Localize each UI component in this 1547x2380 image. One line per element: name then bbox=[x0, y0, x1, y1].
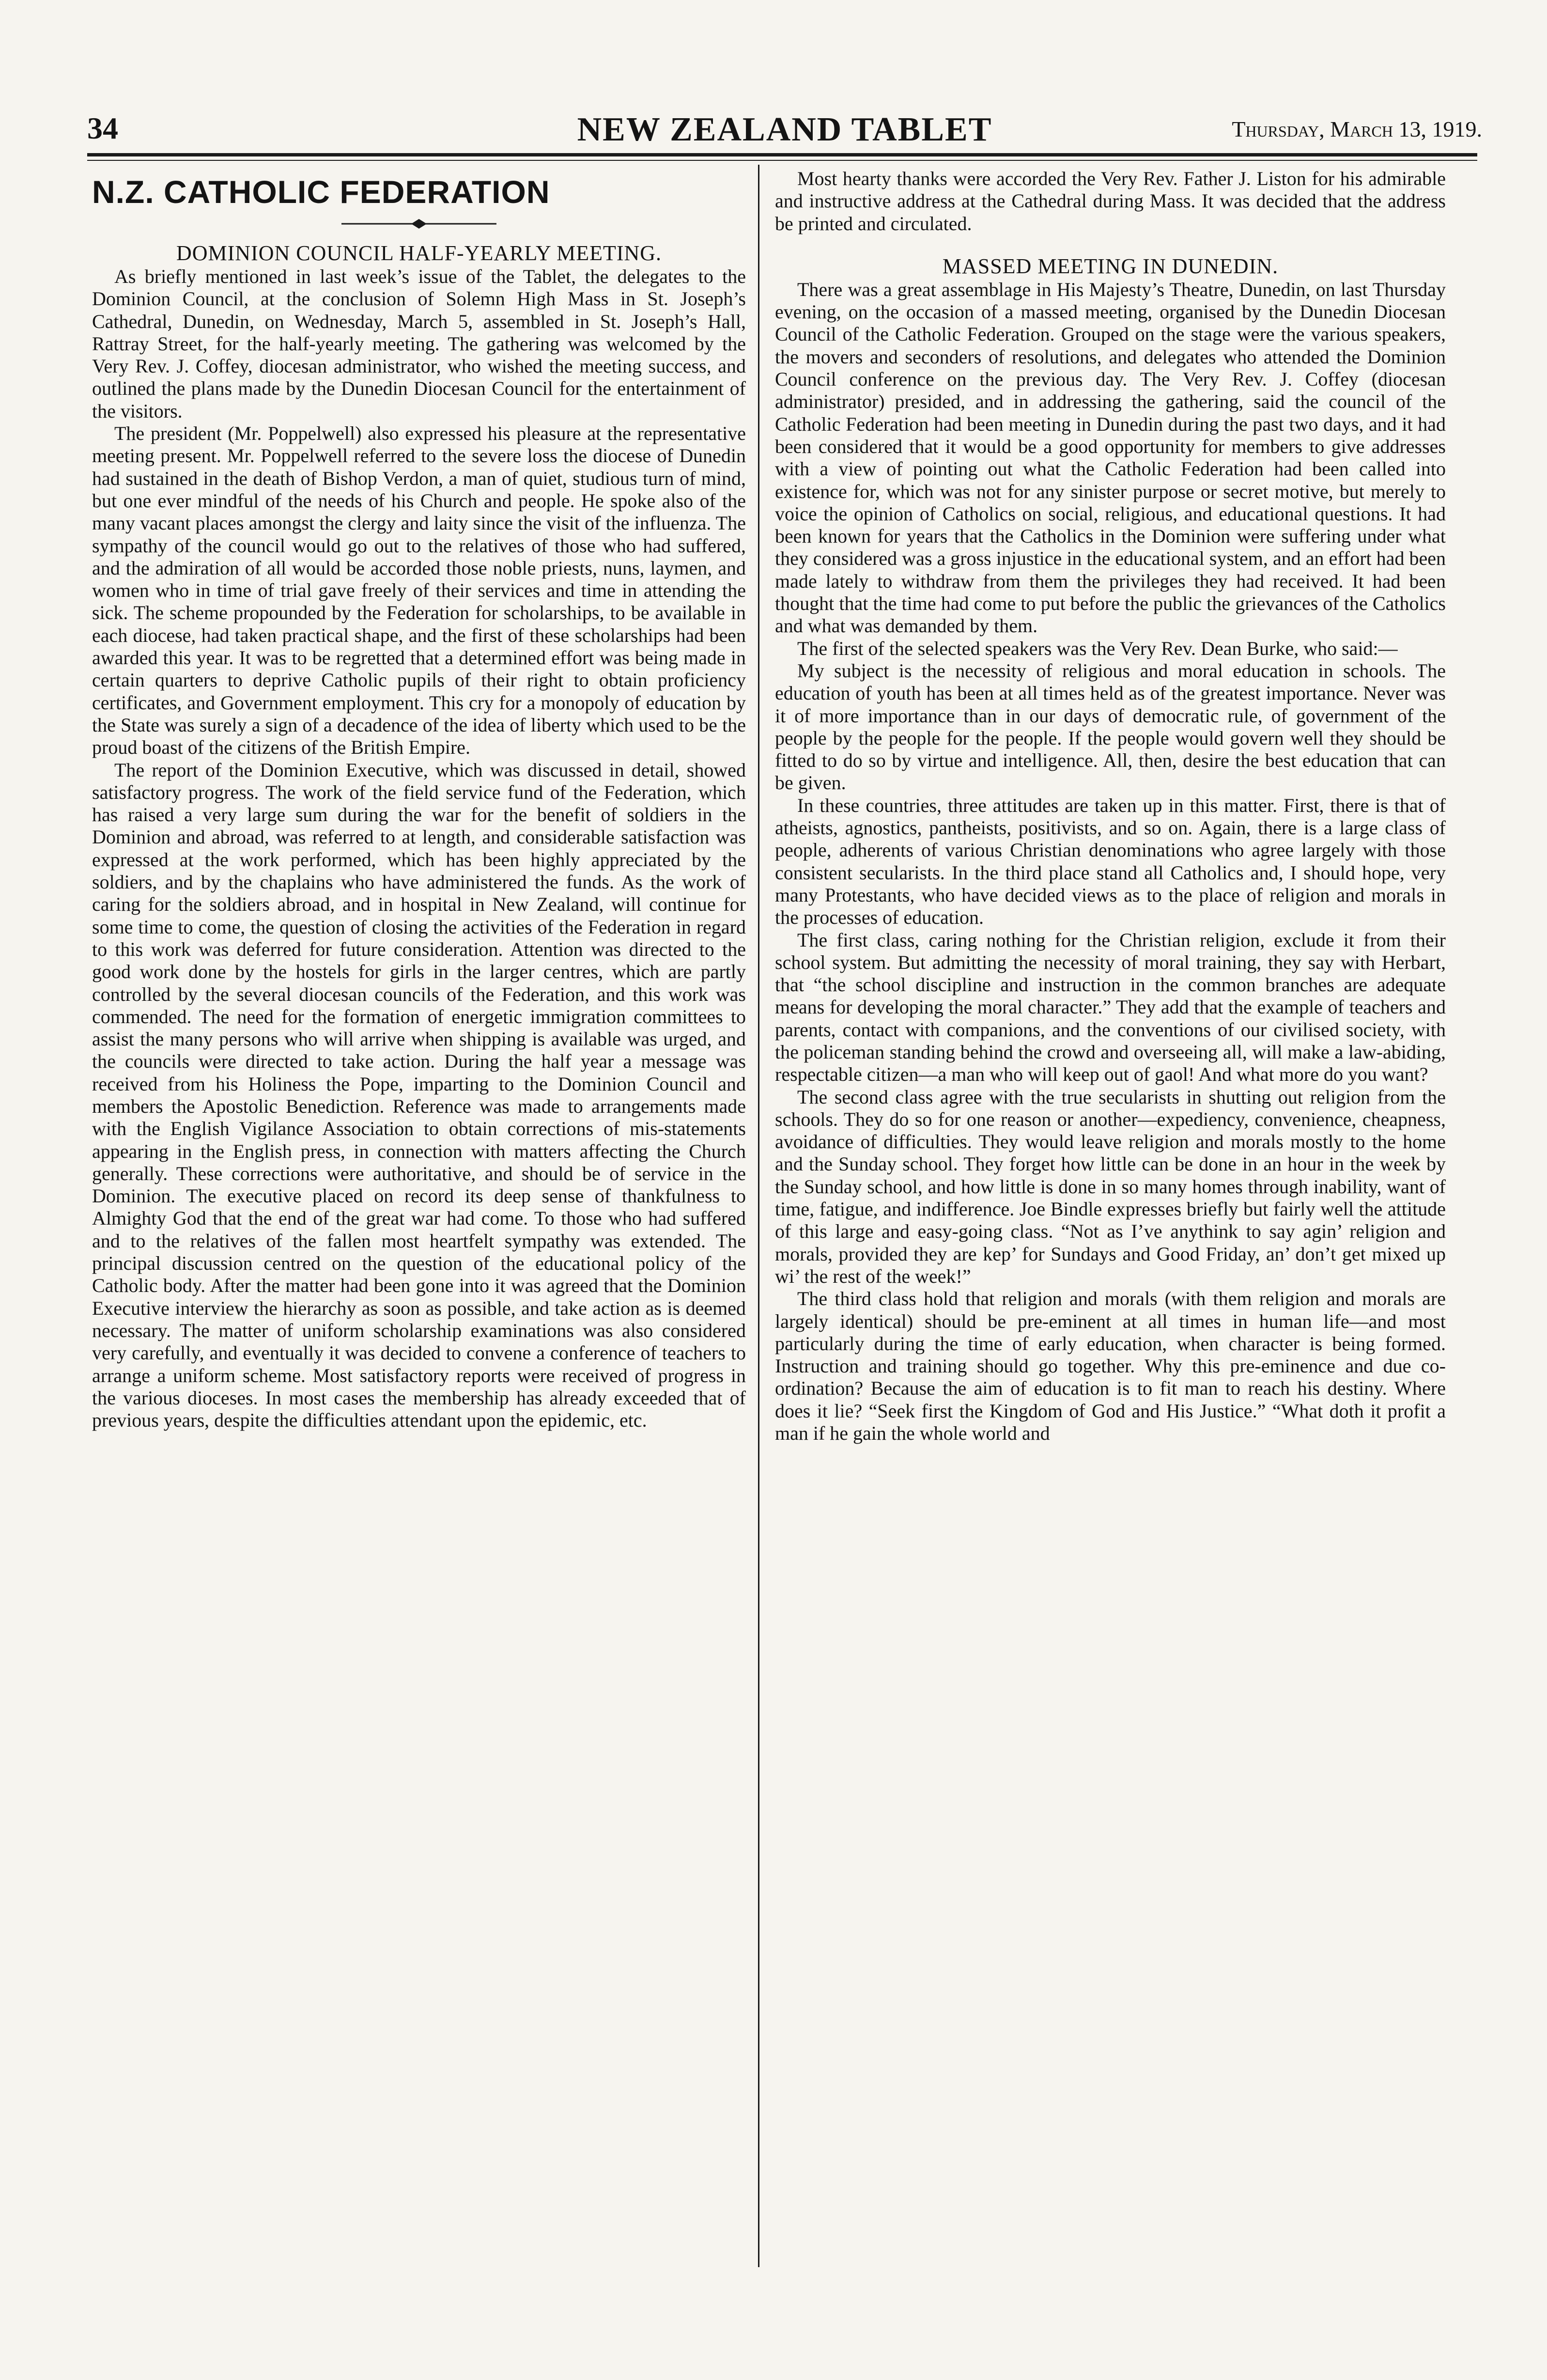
paragraph: In these countries, three attitudes are taken up in this matter. First, there is that of atheists, agnostics, pantheists, positivists, and so on. Again, there is a large class of people, adherents of various Christian denominations who agree largely with those consistent secularists. In the third place stand all Catholics and, I should hope, very many Protestants, who have decided views as to the place of religion and morals in the processes of education. bbox=[775, 794, 1446, 929]
left-column bbox=[92, 160, 746, 2272]
issue-date: Thursday, March 13, 1919. bbox=[1232, 117, 1482, 141]
page-number: 34 bbox=[87, 111, 118, 145]
paragraph: There was a great assemblage in His Majesty’s Theatre, Dunedin, on last Thursday evening, on the occasion of a massed meeting, organised by the Dunedin Diocesan Council of the Catholic Federation. Grouped on the stage were the various speakers, the movers and seconders of resolutions, and delegates who attended the Dominion Council conference on the previous day. The Very Rev. J. Coffey (diocesan administrator) presided, and in addressing the gathering, said the council of the Catholic Federation had been meeting in Dunedin during the past two days, and it had been considered that it would be a good opportunity for members to give addresses with a view of pointing out what the Catholic Federation had been called into existence for, which was not for any sinister purpose or secret motive, but merely to voice the opinion of Catholics on social, religious, and educational questions. It had been known for years that the Catholics in the Dominion were suffering under what they considered was a gross injustice in the educational system, and an effort had been made lately to withdraw from them the privileges they had received. It had been thought that the time had come to put before the public the grievances of the Catholics and what was demanded by them. bbox=[775, 278, 1446, 637]
paragraph: The first class, caring nothing for the Christian religion, exclude it from their school system. But admitting the necessity of moral training, they say with Herbart, that “the school discipline and instruction in the common branches are adequate means for developing the moral character.” They add that the example of teachers and parents, contact with companions, and the conventions of our civilised society, with the policeman standing behind the crowd and overseeing all, will make a law-abiding, respectable citizen—a man who will keep out of gaol! And what more do you want? bbox=[775, 929, 1446, 1086]
article-subhead: DOMINION COUNCIL HALF-YEARLY MEETING. bbox=[176, 241, 662, 265]
paragraph: Most hearty thanks were accorded the Very Rev. Father J. Liston for his admirable and instructive address at the Cathedral during Mass. It was decided that the address be printed and circulated. bbox=[775, 168, 1446, 234]
paragraph: The first of the selected speakers was the Very Rev. Dean Burke, who said:— bbox=[797, 637, 1398, 659]
paragraph: The report of the Dominion Executive, which was discussed in detail, showed satisfactory progress. The work of the field service fund of the Federation, which has raised a very large sum during the war for the benefit of soldiers in the Dominion and abroad, was referred to at length, and considerable satisfaction was expressed at the work performed, which has been highly appreciated by the soldiers, and by the chaplains who have administered the funds. As the work of caring for the soldiers abroad, and in hospital in New Zealand, will continue for some time to come, the question of closing the activities of the Federation in regard to this work was deferred for future consideration. Attention was directed to the good work done by the hostels for girls in the larger centres, which are partly controlled by the several diocesan councils of the Federation, and this work was commended. The need for the formation of energetic immigration committees to assist the many persons who will arrive when shipping is available was urged, and the councils were directed to take action. During the half year a message was received from his Holiness the Pope, imparting to the Dominion Council and members the Apostolic Benediction. Reference was made to arrangements made with the English Vigilance Association to obtain corrections of mis-statements appearing in the English press, in connection with matters affecting the Church generally. These corrections were authoritative, and should be of service in the Dominion. The executive placed on record its deep sense of thankfulness to Almighty God that the end of the great war had come. To those who had suffered and to the relatives of the fallen most heartfelt sympathy was extended. The principal discussion centred on the question of the educational policy of the Catholic body. After the matter had been gone into it was agreed that the Dominion Executive interview the hierarchy as soon as possible, and take action as is deemed necessary. The matter of uniform scholarship examinations was also considered very carefully, and eventually it was decided to convene a conference of teachers to arrange a uniform scheme. Most satisfactory reports were received of progress in the various dioceses. In most cases the membership has already exceeded that of previous years, despite the difficulties attendant upon the epidemic, etc. bbox=[92, 759, 746, 1431]
right-column bbox=[775, 160, 1446, 2272]
column-divider bbox=[758, 165, 759, 2267]
header-rule-thick bbox=[87, 153, 1477, 156]
section-subhead: MASSED MEETING IN DUNEDIN. bbox=[942, 254, 1279, 278]
running-header bbox=[87, 110, 1482, 154]
paragraph: The president (Mr. Poppelwell) also expressed his pleasure at the representative meeting present. Mr. Poppelwell referred to the severe loss the diocese of Dunedin had sustained in the death of Bishop Verdon, a man of quiet, studious turn of mind, but one ever mindful of the needs of his Church and people. He spoke also of the many vacant places amongst the clergy and laity since the visit of the influenza. The sympathy of the council would go out to the relatives of those who had suffered, and the admiration of all would be accorded those noble priests, nuns, laymen, and women who in time of trial gave freely of their services and time in attending the sick. The scheme propounded by the Federation for scholarships, to be available in each diocese, had taken practical shape, and the first of these scholarships had been awarded this year. It was to be regretted that a determined effort was being made in certain quarters to deprive Catholic pupils of their right to obtain proficiency certificates, and Government employment. This cry for a monopoly of education by the State was surely a sign of a decadence of the idea of liberty which used to be the proud boast of the citizens of the British Empire. bbox=[92, 422, 746, 759]
publication-title: NEW ZEALAND TABLET bbox=[577, 111, 992, 148]
paragraph: As briefly mentioned in last week’s issue of the Tablet, the delegates to the Dominion Council, at the conclusion of Solemn High Mass in St. Joseph’s Cathedral, Dunedin, on Wednesday, March 5, assembled in St. Joseph’s Hall, Rattray Street, for the half-yearly meeting. The gathering was welcomed by the Very Rev. J. Coffey, diocesan administrator, who wished the meeting success, and outlined the plans made by the Dunedin Diocesan Council for the entertainment of the visitors. bbox=[92, 265, 746, 422]
paragraph: My subject is the necessity of religious and moral education in schools. The education of youth has been at all times held as of the greatest importance. Never was it of more importance than in our days of democratic rule, of government of the people by the people for the people. If the people would govern well they should be fitted to do so by virtue and intelligence. All, then, desire the best education that can be given. bbox=[775, 659, 1446, 794]
paragraph: The second class agree with the true secularists in shutting out religion from the schools. They do so for one reason or another—expediency, convenience, cheapness, avoidance of difficulties. They would leave religion and morals mostly to the home and the Sunday school. They forget how little can be done in an hour in the week by the Sunday school, and how little is done in so many homes through inability, want of time, fatigue, and indifference. Joe Bindle expresses briefly but fairly well the attitude of this large and easy-going class. “Not as I’ve anythink to say agin’ religion and morals, provided they are kep’ for Sundays and Good Friday, an’ don’t get mixed up wi’ the rest of the week!” bbox=[775, 1086, 1446, 1287]
article-headline: N.Z. CATHOLIC FEDERATION bbox=[92, 174, 550, 210]
ornament-rule-icon bbox=[341, 218, 496, 230]
paragraph: The third class hold that religion and morals (with them religion and morals are largely identical) should be pre-eminent at all times in human life—and most particularly during the time of early education, when character is being formed. Instruction and training should go together. Why this pre-eminence and due co-ordination? Because the aim of education is to fit man to reach his destiny. Where does it lie? “Seek first the Kingdom of God and His Justice.” “What doth it profit a man if he gain the whole world and bbox=[775, 1288, 1446, 1445]
